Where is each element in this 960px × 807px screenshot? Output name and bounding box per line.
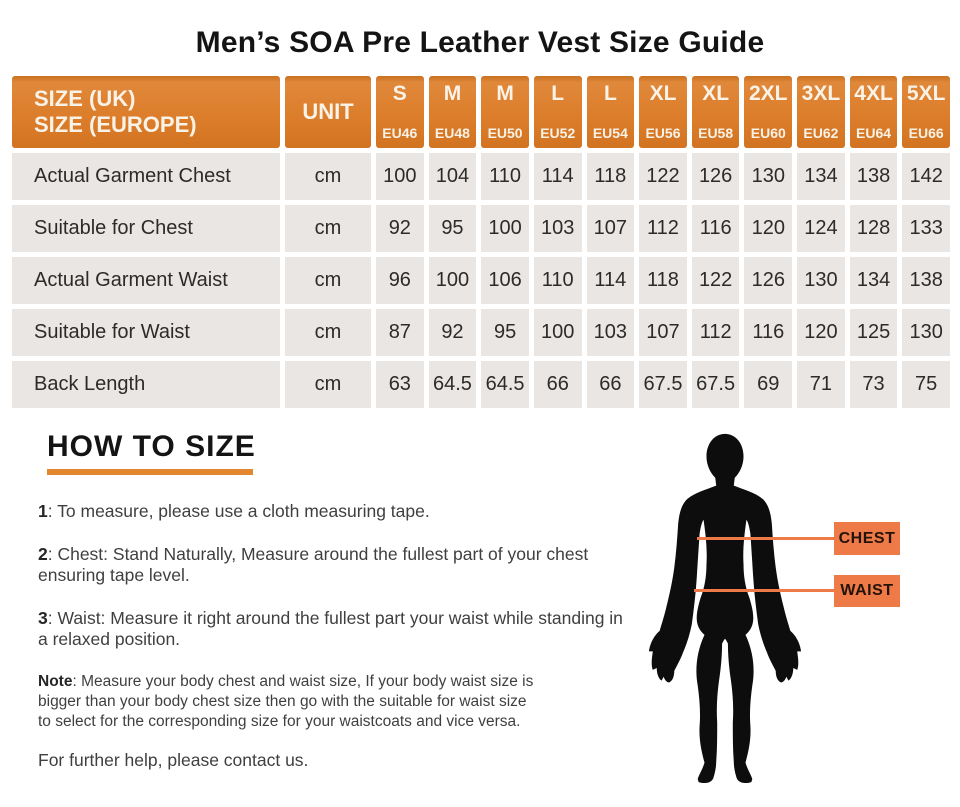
size-column-header-l-eu54 <box>587 76 635 148</box>
table-value-cell <box>376 361 424 408</box>
table-value-cell <box>534 309 582 356</box>
value-text: 107 <box>646 321 680 343</box>
unit-value-text: cm <box>314 165 342 187</box>
table-value-cell <box>587 257 635 304</box>
value-text: 118 <box>594 165 627 187</box>
value-text: 125 <box>856 321 891 343</box>
value-text: 138 <box>909 269 943 291</box>
row-label-text: Suitable for Chest <box>34 217 193 239</box>
step-2-number: 2 <box>38 544 48 564</box>
size-eu-value: EU54 <box>592 125 628 141</box>
step-3-number: 3 <box>38 608 48 628</box>
table-value-cell <box>902 361 950 408</box>
value-text: 67.5 <box>643 373 683 395</box>
table-value-cell <box>376 153 424 200</box>
size-uk-header: SIZE (UK) <box>34 86 136 111</box>
size-uk-value: XL <box>649 82 677 105</box>
size-uk-value: L <box>603 82 617 105</box>
value-text: 107 <box>593 217 628 239</box>
table-value-cell <box>797 205 845 252</box>
table-value-cell <box>692 257 740 304</box>
row-label-text: Actual Garment Waist <box>34 269 228 291</box>
size-eu-value: EU56 <box>645 125 681 141</box>
size-column-header-3xl-eu62 <box>797 76 845 148</box>
value-text: 120 <box>804 321 838 343</box>
note-paragraph <box>38 672 543 732</box>
table-value-cell <box>481 257 529 304</box>
step-3-text: : Waist: Measure it right around the fullest part your waist while standing in a relaxed position. <box>38 608 623 649</box>
table-value-cell <box>744 361 792 408</box>
value-text: 100 <box>541 321 575 343</box>
page-title: Men’s SOA Pre Leather Vest Size Guide <box>195 26 765 59</box>
value-text: 134 <box>804 165 838 187</box>
value-text: 122 <box>646 165 680 187</box>
row-label-text: Back Length <box>34 373 146 395</box>
value-text: 104 <box>435 165 470 187</box>
size-eu-value: EU66 <box>908 125 944 141</box>
table-value-cell <box>797 257 845 304</box>
table-row-label <box>12 205 280 252</box>
table-value-cell <box>639 205 687 252</box>
table-unit-cell <box>285 205 371 252</box>
value-text: 92 <box>441 321 464 343</box>
value-text: 69 <box>757 373 780 395</box>
value-text: 130 <box>804 269 838 291</box>
size-eu-value: EU62 <box>803 125 839 141</box>
table-value-cell <box>692 361 740 408</box>
row-label-text: Actual Garment Chest <box>34 165 231 187</box>
unit-column-header <box>285 76 371 148</box>
size-uk-value: M <box>496 82 514 105</box>
size-guide-table <box>12 76 950 408</box>
table-value-cell <box>639 309 687 356</box>
value-text: 122 <box>698 269 733 291</box>
value-text: 64.5 <box>432 373 472 395</box>
value-text: 128 <box>856 217 891 239</box>
size-column-header-xl-eu58 <box>692 76 740 148</box>
value-text: 103 <box>541 217 575 239</box>
table-unit-cell <box>285 309 371 356</box>
value-text: 116 <box>699 217 732 239</box>
size-column-header-m-eu48 <box>429 76 477 148</box>
table-value-cell <box>744 153 792 200</box>
note-text: : Measure your body chest and waist size, If your body waist size is bigger than your body chest size then go with the suitable for waist size to select for the corresponding size for your waistcoats and vice versa. <box>38 673 534 730</box>
value-text: 120 <box>751 217 785 239</box>
table-value-cell <box>639 153 687 200</box>
table-value-cell <box>429 309 477 356</box>
table-value-cell <box>902 205 950 252</box>
size-eu-value: EU52 <box>540 125 576 141</box>
step-1 <box>38 501 623 522</box>
chest-measure-line <box>697 537 835 540</box>
table-value-cell <box>797 361 845 408</box>
table-value-cell <box>902 309 950 356</box>
table-value-cell <box>481 309 529 356</box>
size-uk-value: 4XL <box>854 82 893 105</box>
size-column-header-xl-eu56 <box>639 76 687 148</box>
table-value-cell <box>534 205 582 252</box>
table-value-cell <box>639 257 687 304</box>
how-to-size-heading: HOW TO SIZE <box>47 430 256 463</box>
value-text: 100 <box>383 165 417 187</box>
waist-label: WAIST <box>834 575 900 607</box>
unit-value-text: cm <box>314 217 342 239</box>
value-text: 138 <box>856 165 891 187</box>
value-text: 92 <box>388 217 411 239</box>
value-text: 118 <box>647 269 679 291</box>
table-value-cell <box>534 153 582 200</box>
table-value-cell <box>744 257 792 304</box>
size-eu-value: EU60 <box>750 125 786 141</box>
table-value-cell <box>481 205 529 252</box>
value-text: 124 <box>804 217 838 239</box>
unit-value-text: cm <box>314 321 342 343</box>
value-text: 114 <box>594 269 627 291</box>
table-value-cell <box>534 257 582 304</box>
size-eu-value: EU48 <box>434 125 470 141</box>
size-column-header-2xl-eu60 <box>744 76 792 148</box>
table-row-label <box>12 257 280 304</box>
table-row-label <box>12 153 280 200</box>
value-text: 112 <box>699 321 732 343</box>
unit-value-text: cm <box>314 269 342 291</box>
value-text: 110 <box>541 269 574 291</box>
table-value-cell <box>639 361 687 408</box>
table-value-cell <box>587 361 635 408</box>
value-text: 66 <box>599 373 622 395</box>
value-text: 75 <box>915 373 938 395</box>
table-value-cell <box>797 309 845 356</box>
value-text: 66 <box>546 373 569 395</box>
table-unit-cell <box>285 153 371 200</box>
note-label: Note <box>38 673 73 690</box>
table-value-cell <box>850 153 898 200</box>
value-text: 67.5 <box>696 373 736 395</box>
value-text: 116 <box>752 321 785 343</box>
table-value-cell <box>902 153 950 200</box>
value-text: 110 <box>489 165 522 187</box>
step-1-text: : To measure, please use a cloth measuring tape. <box>47 501 430 521</box>
table-value-cell <box>850 309 898 356</box>
table-corner-header <box>12 76 280 148</box>
table-value-cell <box>429 361 477 408</box>
value-text: 95 <box>441 217 464 239</box>
step-1-number: 1 <box>38 501 48 521</box>
value-text: 100 <box>488 217 522 239</box>
waist-measure-line <box>694 589 835 592</box>
value-text: 96 <box>388 269 411 291</box>
size-uk-value: XL <box>702 82 730 105</box>
size-eu-value: EU46 <box>382 125 418 141</box>
row-label-text: Suitable for Waist <box>34 321 190 343</box>
size-column-header-l-eu52 <box>534 76 582 148</box>
value-text: 71 <box>809 373 833 395</box>
value-text: 87 <box>388 321 411 343</box>
table-value-cell <box>850 205 898 252</box>
value-text: 63 <box>388 373 411 395</box>
table-value-cell <box>850 257 898 304</box>
value-text: 64.5 <box>485 373 525 395</box>
table-value-cell <box>744 205 792 252</box>
size-uk-value: 5XL <box>906 82 946 105</box>
size-column-header-s-eu46 <box>376 76 424 148</box>
table-row-label <box>12 361 280 408</box>
value-text: 103 <box>593 321 628 343</box>
step-2-text: : Chest: Stand Naturally, Measure around the fullest part of your chest ensuring tape level. <box>38 544 589 585</box>
table-value-cell <box>692 153 740 200</box>
value-text: 130 <box>909 321 943 343</box>
table-value-cell <box>429 153 477 200</box>
size-uk-value: L <box>551 82 565 105</box>
table-value-cell <box>850 361 898 408</box>
size-uk-value: 2XL <box>749 82 788 105</box>
table-value-cell <box>376 257 424 304</box>
size-eu-value: EU58 <box>698 125 734 141</box>
value-text: 134 <box>856 269 891 291</box>
value-text: 126 <box>751 269 785 291</box>
value-text: 142 <box>909 165 943 187</box>
table-value-cell <box>534 361 582 408</box>
value-text: 73 <box>862 373 885 395</box>
value-text: 112 <box>647 217 679 239</box>
table-unit-cell <box>285 361 371 408</box>
value-text: 95 <box>493 321 517 343</box>
table-value-cell <box>797 153 845 200</box>
table-value-cell <box>692 309 740 356</box>
size-column-header-5xl-eu66 <box>902 76 950 148</box>
how-to-size-section <box>38 428 638 771</box>
table-value-cell <box>481 153 529 200</box>
size-eu-value: EU64 <box>856 125 892 141</box>
unit-header-label: UNIT <box>302 99 354 124</box>
table-value-cell <box>692 205 740 252</box>
table-value-cell <box>429 257 477 304</box>
value-text: 126 <box>698 165 733 187</box>
table-value-cell <box>902 257 950 304</box>
step-2 <box>38 544 623 586</box>
value-text: 130 <box>751 165 785 187</box>
size-uk-value: M <box>443 82 462 105</box>
value-text: 133 <box>909 217 943 239</box>
table-value-cell <box>376 205 424 252</box>
table-row-label <box>12 309 280 356</box>
contact-line: For further help, please contact us. <box>38 750 309 770</box>
unit-value-text: cm <box>314 373 342 395</box>
table-value-cell <box>429 205 477 252</box>
step-3 <box>38 608 623 650</box>
value-text: 114 <box>541 165 574 187</box>
table-value-cell <box>481 361 529 408</box>
table-value-cell <box>587 153 635 200</box>
size-uk-value: 3XL <box>801 82 841 105</box>
value-text: 100 <box>435 269 470 291</box>
size-column-header-4xl-eu64 <box>850 76 898 148</box>
table-value-cell <box>587 205 635 252</box>
table-unit-cell <box>285 257 371 304</box>
heading-underline <box>47 469 253 475</box>
size-eu-value: EU50 <box>487 125 523 141</box>
size-europe-header: SIZE (EUROPE) <box>34 112 197 137</box>
table-value-cell <box>587 309 635 356</box>
size-uk-value: S <box>392 82 407 105</box>
table-value-cell <box>744 309 792 356</box>
body-silhouette <box>642 430 808 786</box>
value-text: 106 <box>488 269 522 291</box>
size-column-header-m-eu50 <box>481 76 529 148</box>
table-value-cell <box>376 309 424 356</box>
body-silhouette-icon <box>642 430 808 786</box>
chest-label: CHEST <box>834 522 900 555</box>
